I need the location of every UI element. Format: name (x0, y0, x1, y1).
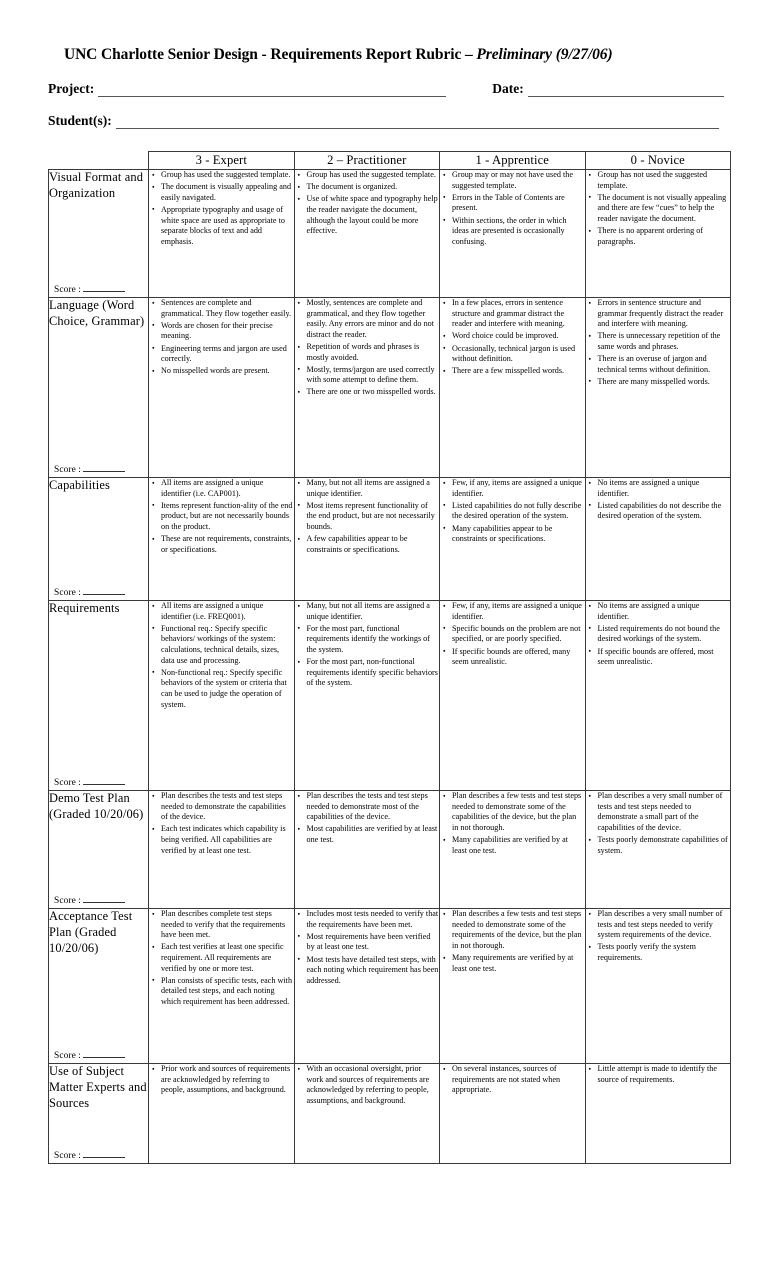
descriptor-item: ● If specific bounds are offered, most seem unrealistic. (598, 647, 731, 668)
score-input-rule[interactable] (83, 586, 125, 595)
descriptor-cell-expert (149, 478, 295, 601)
descriptor-item: ● Many, but not all items are assigned a unique identifier. (307, 478, 440, 499)
page-title-emphasis: Preliminary (9/27/06) (476, 46, 613, 63)
descriptor-list (295, 909, 440, 986)
descriptor-item: ● Errors in sentence structure and grammar frequently distract the reader and interfere with meaning. (598, 298, 731, 330)
descriptor-cell-novice (585, 791, 731, 909)
score-field[interactable] (54, 283, 125, 295)
descriptor-cell-novice (585, 170, 731, 298)
descriptor-list (440, 1064, 585, 1096)
score-field[interactable] (54, 586, 125, 598)
score-input-rule[interactable] (83, 894, 125, 903)
descriptor-item: ● The document is organized. (307, 182, 440, 193)
descriptor-cell-expert (149, 601, 295, 791)
criterion-label: Capabilities (49, 478, 110, 493)
descriptor-item: ● Plan describes the tests and test steps needed to demonstrate the capabilities of the device. (161, 791, 294, 823)
descriptor-item: ● Many, but not all items are assigned a unique identifier. (307, 601, 440, 622)
descriptor-cell-apprentice (440, 298, 586, 478)
descriptor-item: ● Functional req.: Specify specific behaviors/ workings of the system: calculations, technical details, sizes, data use and processing. (161, 624, 294, 666)
descriptor-list (586, 791, 731, 856)
criterion-cell (49, 298, 149, 478)
descriptor-list (440, 298, 585, 377)
descriptor-item: ● Many requirements are verified by at least one test. (452, 953, 585, 974)
descriptor-item: ● The document is not visually appealing and there are few “cues” to help the reader navigate the document. (598, 193, 731, 225)
descriptor-cell-expert (149, 909, 295, 1064)
descriptor-item: ● Plan describes a very small number of tests and test steps needed to verify system requirements of the device. (598, 909, 731, 941)
descriptor-list (440, 170, 585, 247)
descriptor-item: ● On several instances, sources of requirements are not stated when appropriate. (452, 1064, 585, 1096)
descriptor-cell-apprentice (440, 601, 586, 791)
rubric-table-body (49, 170, 731, 1164)
descriptor-item: ● Plan describes a very small number of tests and test steps needed to demonstrate a small part of the capabilities of the device. (598, 791, 731, 833)
descriptor-item: ● Mostly, sentences are complete and grammatical, and they flow together easily. Any errors are minor and do not distract the reader. (307, 298, 440, 340)
table-row (49, 1064, 731, 1164)
descriptor-item: ● Little attempt is made to identify the source of requirements. (598, 1064, 731, 1085)
score-input-rule[interactable] (83, 463, 125, 472)
descriptor-cell-novice (585, 1064, 731, 1164)
rubric-table-head (49, 151, 731, 169)
descriptor-item: ● Group has used the suggested template. (307, 170, 440, 181)
page-title-main: UNC Charlotte Senior Design - Requirements Report Rubric – (64, 46, 477, 63)
descriptor-item: ● All items are assigned a unique identifier (i.e. FREQ001). (161, 601, 294, 622)
descriptor-list (149, 601, 294, 710)
descriptor-list (149, 791, 294, 856)
criterion-cell (49, 478, 149, 601)
column-header-apprentice: 1 - Apprentice (440, 151, 586, 169)
descriptor-item: ● Listed capabilities do not fully describe the desired operation of the system. (452, 501, 585, 522)
score-label: Score : (54, 1151, 81, 1162)
descriptor-item: ● Engineering terms and jargon are used correctly. (161, 344, 294, 365)
descriptor-cell-apprentice (440, 170, 586, 298)
score-label: Score : (54, 465, 81, 476)
score-label: Score : (54, 588, 81, 599)
descriptor-cell-practitioner (294, 478, 440, 601)
descriptor-item: ● Few, if any, items are assigned a unique identifier. (452, 478, 585, 499)
descriptor-list (295, 298, 440, 398)
students-label: Student(s): (48, 112, 112, 128)
descriptor-item: ● The document is visually appealing and easily navigated. (161, 182, 294, 203)
rubric-table-wrap (48, 151, 730, 1164)
date-label: Date: (492, 81, 524, 97)
table-row (49, 791, 731, 909)
table-row (49, 170, 731, 298)
descriptor-list (586, 170, 731, 247)
criterion-label: Use of Subject Matter Experts and Sources (49, 1064, 147, 1110)
descriptor-item: ● No misspelled words are present. (161, 366, 294, 377)
descriptor-list (295, 1064, 440, 1106)
score-input-rule[interactable] (83, 776, 125, 785)
descriptor-cell-apprentice (440, 1064, 586, 1164)
descriptor-item: ● Few, if any, items are assigned a unique identifier. (452, 601, 585, 622)
descriptor-cell-practitioner (294, 601, 440, 791)
descriptor-item: ● Listed requirements do not bound the desired workings of the system. (598, 624, 731, 645)
descriptor-item: ● Non-functional req.: Specify specific behaviors of the system or criteria that can be used to judge the operation of system. (161, 668, 294, 710)
descriptor-item: ● If specific bounds are offered, many seem unrealistic. (452, 647, 585, 668)
rubric-table (48, 151, 731, 1164)
descriptor-item: ● Group may or may not have used the suggested template. (452, 170, 585, 191)
descriptor-item: ● Mostly, terms/jargon are used correctly with some attempt to define them. (307, 365, 440, 386)
score-field[interactable] (54, 1149, 125, 1161)
descriptor-cell-novice (585, 601, 731, 791)
column-header-expert: 3 - Expert (149, 151, 295, 169)
descriptor-cell-practitioner (294, 170, 440, 298)
descriptor-item: ● Many capabilities appear to be constraints or specifications. (452, 524, 585, 545)
column-header-novice: 0 - Novice (585, 151, 731, 169)
descriptor-item: ● There are a few misspelled words. (452, 366, 585, 377)
descriptor-item: ● Group has used the suggested template. (161, 170, 294, 181)
descriptor-item: ● For the most part, non-functional requirements identify specific behaviors of the system. (307, 657, 440, 689)
descriptor-item: ● Words are chosen for their precise meaning. (161, 321, 294, 342)
score-input-rule[interactable] (83, 1049, 125, 1058)
descriptor-cell-practitioner (294, 791, 440, 909)
table-row (49, 909, 731, 1064)
descriptor-list (586, 1064, 731, 1085)
page-title (64, 46, 730, 63)
criterion-label: Language (Word Choice, Grammar) (49, 298, 145, 329)
table-row (49, 298, 731, 478)
descriptor-item: ● Within sections, the order in which ideas are presented is occasionally confusing. (452, 216, 585, 248)
descriptor-list (149, 298, 294, 377)
descriptor-list (440, 601, 585, 668)
descriptor-item: ● There are many misspelled words. (598, 377, 731, 388)
descriptor-item: ● Plan describes complete test steps needed to verify that the requirements have been met. (161, 909, 294, 941)
criterion-cell (49, 601, 149, 791)
descriptor-cell-expert (149, 1064, 295, 1164)
descriptor-item: ● Use of white space and typography help the reader navigate the document, although the layout could be more effective. (307, 194, 440, 236)
descriptor-cell-apprentice (440, 909, 586, 1064)
descriptor-list (586, 601, 731, 668)
students-row (48, 114, 730, 129)
criterion-cell (49, 1064, 149, 1164)
descriptor-item: ● Items represent function-ality of the end product, but are not necessarily bounds on the product. (161, 501, 294, 533)
descriptor-list (295, 791, 440, 845)
descriptor-list (295, 478, 440, 555)
descriptor-item: ● Plan describes the tests and test steps needed to demonstrate most of the capabilities of the device. (307, 791, 440, 823)
descriptor-item: ● There is no apparent ordering of paragraphs. (598, 226, 731, 247)
descriptor-list (295, 170, 440, 237)
students-input[interactable] (116, 115, 719, 129)
criterion-cell (49, 909, 149, 1064)
descriptor-cell-novice (585, 478, 731, 601)
descriptor-list (586, 909, 731, 963)
descriptor-cell-expert (149, 791, 295, 909)
criterion-cell (49, 791, 149, 909)
descriptor-list (440, 478, 585, 545)
descriptor-list (440, 791, 585, 856)
score-label: Score : (54, 896, 81, 907)
descriptor-cell-apprentice (440, 478, 586, 601)
descriptor-item: ● No items are assigned a unique identifier. (598, 478, 731, 499)
score-field[interactable] (54, 894, 125, 906)
descriptor-item: ● Plan consists of specific tests, each with detailed test steps, and each noting which requirement has been addressed. (161, 976, 294, 1008)
descriptor-list (149, 170, 294, 247)
criterion-label: Demo Test Plan (Graded 10/20/06) (49, 791, 144, 822)
descriptor-item: ● Specific bounds on the problem are not specified, or are poorly specified. (452, 624, 585, 645)
descriptor-cell-novice (585, 298, 731, 478)
descriptor-cell-practitioner (294, 909, 440, 1064)
score-field[interactable] (54, 463, 125, 475)
descriptor-cell-practitioner (294, 298, 440, 478)
descriptor-list (586, 478, 731, 522)
criterion-label: Requirements (49, 601, 120, 616)
score-field[interactable] (54, 1049, 125, 1061)
descriptor-item: ● Errors in the Table of Contents are present. (452, 193, 585, 214)
descriptor-item: ● Includes most tests needed to verify that the requirements have been met. (307, 909, 440, 930)
descriptor-item: ● Sentences are complete and grammatical. They flow together easily. (161, 298, 294, 319)
score-field[interactable] (54, 776, 125, 788)
descriptor-item: ● Prior work and sources of requirements are acknowledged by referring to people, assumptions, and background. (161, 1064, 294, 1096)
project-input[interactable] (98, 83, 446, 97)
table-row (49, 478, 731, 601)
descriptor-item: ● There are one or two misspelled words. (307, 387, 440, 398)
descriptor-item: ● Plan describes a few tests and test steps needed to demonstrate some of the capabilities of the device, but the plan in not thorough. (452, 791, 585, 833)
descriptor-item: ● Repetition of words and phrases is mostly avoided. (307, 342, 440, 363)
criterion-cell (49, 170, 149, 298)
criterion-label: Visual Format and Organization (49, 170, 144, 201)
descriptor-item: ● Most requirements have been verified by at least one test. (307, 932, 440, 953)
descriptor-item: ● All items are assigned a unique identifier (i.e. CAP001). (161, 478, 294, 499)
column-header-practitioner: 2 – Practitioner (294, 151, 440, 169)
descriptor-list (149, 478, 294, 555)
date-input[interactable] (528, 83, 724, 97)
descriptor-item: ● No items are assigned a unique identifier. (598, 601, 731, 622)
descriptor-item: ● Group has not used the suggested template. (598, 170, 731, 191)
descriptor-cell-apprentice (440, 791, 586, 909)
header-corner-cell (49, 151, 149, 169)
descriptor-item: ● For the most part, functional requirements identify the workings of the system. (307, 624, 440, 656)
descriptor-cell-expert (149, 298, 295, 478)
descriptor-list (149, 1064, 294, 1096)
descriptor-item: ● Listed capabilities do not describe the desired operation of the system. (598, 501, 731, 522)
descriptor-item: ● Plan describes a few tests and test steps needed to demonstrate some of the requirements of the device, but the plan in not thorough. (452, 909, 585, 951)
project-date-row (48, 82, 730, 97)
descriptor-item: ● Word choice could be improved. (452, 331, 585, 342)
descriptor-item: ● Appropriate typography and usage of white space are used as appropriate to separate blocks of text and add emphasis. (161, 205, 294, 247)
score-label: Score : (54, 1051, 81, 1062)
descriptor-cell-novice (585, 909, 731, 1064)
criterion-label: Acceptance Test Plan (Graded 10/20/06) (49, 909, 133, 955)
descriptor-item: ● In a few places, errors in sentence structure and grammar distract the reader and interfere with meaning. (452, 298, 585, 330)
project-label: Project: (48, 81, 95, 97)
descriptor-item: ● There is an overuse of jargon and technical terms without definition. (598, 354, 731, 375)
descriptor-item: ● There is unnecessary repetition of the same words and phrases. (598, 331, 731, 352)
descriptor-item: ● Each test indicates which capability is being verified. All capabilities are verified by at least one test. (161, 824, 294, 856)
score-label: Score : (54, 778, 81, 789)
score-input-rule[interactable] (83, 283, 125, 292)
descriptor-item: ● Most items represent functionality of the end product, but are not necessarily bounds. (307, 501, 440, 533)
table-row (49, 601, 731, 791)
descriptor-item: ● These are not requirements, constraints, or specifications. (161, 534, 294, 555)
score-input-rule[interactable] (83, 1149, 125, 1158)
descriptor-item: ● Most tests have detailed test steps, with each noting which requirement has been addressed. (307, 955, 440, 987)
descriptor-list (440, 909, 585, 974)
descriptor-item: ● Most capabilities are verified by at least one test. (307, 824, 440, 845)
descriptor-item: ● With an occasional oversight, prior work and sources of requirements are acknowledged by referring to people, assumptions, and background. (307, 1064, 440, 1106)
descriptor-cell-expert (149, 170, 295, 298)
descriptor-list (149, 909, 294, 1007)
rubric-header-row (49, 151, 731, 169)
descriptor-list (295, 601, 440, 689)
descriptor-item: ● Tests poorly demonstrate capabilities of system. (598, 835, 731, 856)
descriptor-item: ● A few capabilities appear to be constraints or specifications. (307, 534, 440, 555)
score-label: Score : (54, 285, 81, 296)
descriptor-list (586, 298, 731, 387)
descriptor-item: ● Each test verifies at least one specific requirement. All requirements are verified by one or more test. (161, 942, 294, 974)
descriptor-item: ● Many capabilities are verified by at least one test. (452, 835, 585, 856)
descriptor-cell-practitioner (294, 1064, 440, 1164)
descriptor-item: ● Tests poorly verify the system requirements. (598, 942, 731, 963)
descriptor-item: ● Occasionally, technical jargon is used without definition. (452, 344, 585, 365)
